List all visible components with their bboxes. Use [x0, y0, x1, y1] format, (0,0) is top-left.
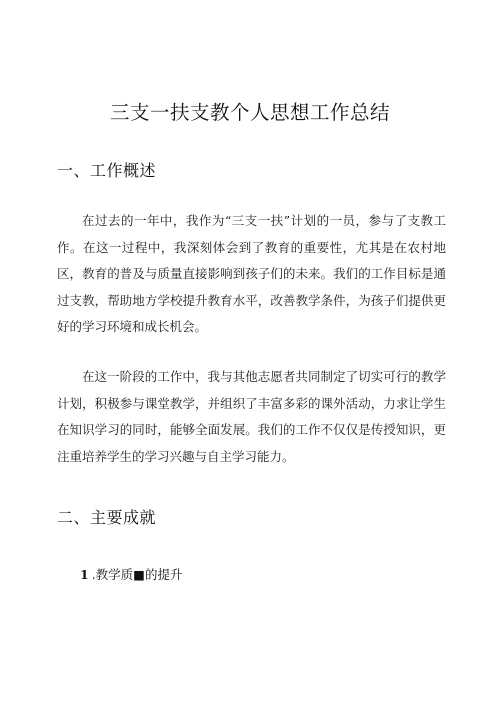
subheading-text: .教学质■的提升	[91, 567, 183, 582]
paragraph: 在过去的一年中，我作为“三支一扶”计划的一员，参与了支教工作。在这一过程中，我深刻体会到了教育的重要性，尤其是在农村地区，教育的普及与质量直接影响到孩子们的未来。我们的工作目标是通过支教，帮助地方学校提升教育水平，改善教学条件，为孩子们提供更好的学习环境和成长机会。	[57, 213, 446, 335]
subheading-teaching-quality	[80, 565, 183, 583]
paragraph: 在这一阶段的工作中，我与其他志愿者共同制定了切实可行的教学计划，积极参与课堂教学，并组织了丰富多彩的课外活动，力求让学生在知识学习的同时，能够全面发展。我们的工作不仅仅是传授知识，更注重培养学生的学习兴趣与自主学习能力。	[57, 369, 446, 464]
section-heading-achievements: 二、主要成就	[57, 508, 157, 527]
document-title: 三支一扶支教个人思想工作总结	[109, 101, 390, 124]
subheading-number: 1	[80, 567, 89, 582]
section-heading-overview: 一、工作概述	[57, 161, 157, 180]
